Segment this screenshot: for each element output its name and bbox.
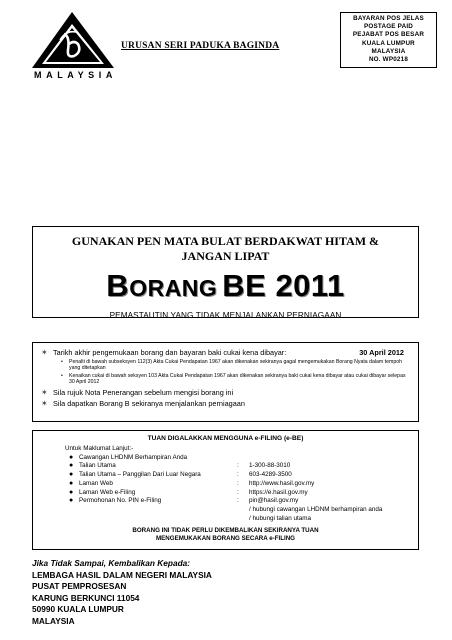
efiling-title: TUAN DIGALAKKAN MENGGUNA e-FILING (e-BE) — [147, 435, 304, 442]
contact-row: ● Permohonan No. PIN e-Filing : pin@hasil.gov.my — [69, 497, 412, 506]
borang-b-row: ✶ Sila dapatkan Borang B sekiranya menjalankan perniagaan — [41, 399, 245, 409]
pen-instruction: GUNAKAN PEN MATA BULAT BERDAKWAT HITAM & JANGAN LIPAT — [71, 234, 380, 263]
address-line: KARUNG BERKUNCI 11054 — [32, 592, 140, 603]
bullet-icon: • — [61, 372, 63, 379]
star-icon: ✶ — [41, 399, 48, 409]
efiling-box — [32, 430, 419, 550]
postbox-line: MALAYSIA — [371, 47, 406, 55]
deadline-date: 30 April 2012 — [359, 348, 404, 357]
efiling-footer: BORANG INI TIDAK PERLU DIKEMBALIKAN SEKIRANYA TUAN MENGEMUKAKAN BORANG SECARA e-FILING — [132, 526, 319, 542]
bullet-icon: ● — [69, 479, 74, 487]
penalty-note: • Kenaikan cukai di bawah seksyen 103 Akta Cukai Pendapatan 1967 akan dikenakan sekiranya baki cukai kena dibayar atau cukai dibayar selepas 30 April 2012 — [61, 372, 406, 385]
overseas-phone-number: 603-4289-3500 — [249, 471, 292, 479]
pin-alternative: / hubungi talian utama — [249, 515, 311, 523]
form-title: BORANG BE 2011 — [106, 268, 345, 303]
contact-row: ● Talian Utama – Panggilan Dari Luar Negara : 603-4289-3500 — [69, 471, 412, 480]
form-title-box — [32, 226, 419, 318]
bullet-icon: ● — [69, 471, 74, 479]
contact-row: ● Laman Web e-Filing : https://e.hasil.gov.my — [69, 489, 412, 498]
pin-alternative: / hubungi cawangan LHDNM berhampiran anda — [249, 506, 383, 514]
address-line: LEMBAGA HASIL DALAM NEGERI MALAYSIA — [32, 569, 212, 580]
address-line: MALAYSIA — [32, 615, 75, 626]
contact-row: ● Cawangan LHDNM Berhampiran Anda — [69, 453, 188, 461]
logo-country: MALAYSIA — [34, 70, 117, 80]
bullet-icon: ● — [69, 488, 74, 496]
penalty-note: • Penalti di bawah subseksyen 112(3) Akta Cukai Pendapatan 1967 akan dikenakan sekiranya gagal mengemukakan Borang Nyata dalam tempoh yang ditetapkan — [61, 359, 402, 372]
penalty-notes — [61, 359, 410, 385]
postbox-line: BAYARAN POS JELAS — [353, 15, 424, 22]
postbox-line: PEJABAT POS BESAR — [352, 31, 425, 39]
address-line: PUSAT PEMPROSESAN — [32, 581, 127, 591]
postage-paid-box — [340, 12, 437, 68]
deadline-text: Tarikh akhir pengemukaan borang dan bayaran baki cukai kena dibayar: — [53, 348, 287, 357]
postbox-line: NO. WP0218 — [368, 56, 409, 64]
return-heading: Jika Tidak Sampai, Kembalikan Kepada: — [32, 558, 191, 568]
deadline-row — [41, 348, 410, 357]
urusan-seri-paduka: URUSAN SERI PADUKA BAGINDA — [121, 41, 280, 51]
postbox-line: POSTAGE PAID — [363, 23, 414, 31]
efiling-website-link[interactable]: https://e.hasil.gov.my — [249, 488, 308, 496]
postbox-line: KUALA LUMPUR — [362, 39, 415, 47]
deadline-info-box — [32, 342, 419, 422]
bullet-icon: ● — [69, 462, 74, 470]
address-line: 50990 KUALA LUMPUR — [32, 604, 124, 614]
star-icon: ✶ — [41, 348, 48, 357]
return-address — [32, 558, 212, 627]
pin-email-link[interactable]: pin@hasil.gov.my — [249, 497, 299, 505]
refer-notes-row: ✶ Sila rujuk Nota Penerangan sebelum mengisi borang ini — [41, 388, 234, 398]
bullet-icon: ● — [69, 497, 74, 505]
efiling-intro: Untuk Maklumat Lanjut:- — [65, 445, 134, 452]
contact-row: ● Talian Utama : 1-300-88-3010 — [69, 462, 412, 471]
bullet-icon: ● — [69, 453, 74, 461]
star-icon: ✶ — [41, 388, 48, 398]
phone-number: 1-300-88-3010 — [249, 462, 291, 470]
form-subtitle: PEMASTAUTIN YANG TIDAK MENJALANKAN PERNIAGAAN — [109, 311, 342, 320]
website-link[interactable]: http://www.hasil.gov.my — [249, 479, 315, 487]
contact-row: ● Laman Web : http://www.hasil.gov.my — [69, 480, 412, 489]
bullet-icon: • — [61, 359, 63, 365]
